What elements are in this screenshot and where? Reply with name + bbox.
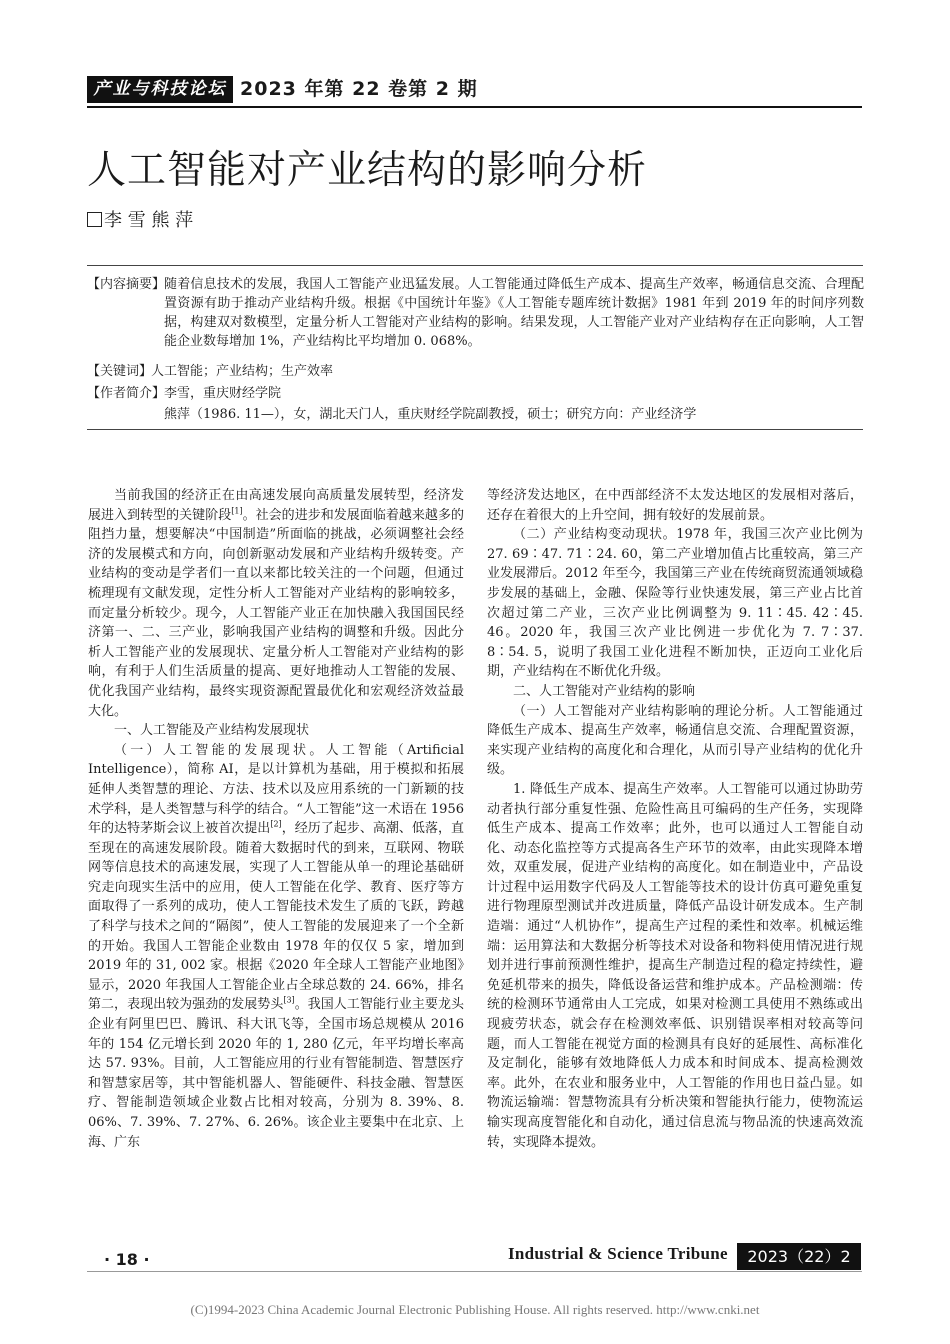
issue-label-cn: 2023 年第 22 卷第 2 期 (240, 78, 478, 100)
issue-label-en: 2023（22）2 (737, 1243, 861, 1270)
paragraph (88, 486, 464, 721)
copyright-notice: (C)1994-2023 China Academic Journal Electronic Publishing House. All rights reserved. http://www.cnki.net (190, 1302, 760, 1317)
text-run: 当前我国的经济正在由高速发展向高质量发展转型，经济发展进入到转型的关键阶段 (88, 488, 464, 523)
text-run: （一）人工智能的发展现状。人工智能（Artificial Intelligence），简称 AI，是以计算机为基础，用于模拟和拓展延伸人类智慧的理论、方法、技术以及应用系统的一门新颖的技术学科，是人类智慧与科学的结合。“人工智能”这一术语在 1956 年的达特茅斯会议上被首次提出 (88, 742, 464, 837)
section-heading: 一、人工智能及产业结构发展现状 (114, 723, 310, 739)
paragraph: （一）人工智能对产业结构影响的理论分析。人工智能通过降低生产成本、提高生产效率，畅通信息交流、合理配置资源，来实现产业结构的高度化和合理化，从而引导产业结构的优化升级。 (487, 703, 863, 778)
keywords-text: 人工智能；产业结构；生产效率 (151, 364, 334, 379)
body-left-column (88, 486, 464, 1152)
footer-rule (87, 1271, 862, 1272)
summary-text: 随着信息技术的发展，我国人工智能产业迅猛发展。人工智能通过降低生产成本、提高生产效率，畅通信息交流、合理配置资源有助于推动产业结构升级。根据《中国统计年鉴》《人工智能专题库统计数据》1981 年到 2019 年的时间序列数据，构建双对数模型，定量分析人工智能对产业结构的影响。结果发现，人工智能产业对产业结构存在正向影响，人工智能企业数每增加 1%，产业结构比平均增加 0. 068%。 (164, 277, 864, 349)
paragraph (88, 741, 464, 1152)
authors: 李 雪 熊 萍 (104, 210, 194, 231)
section-heading: 二、人工智能对产业结构的影响 (513, 683, 696, 699)
author-line (87, 208, 193, 234)
author-2: 熊萍（1986. 11—），女，湖北天门人，重庆财经学院副教授，硕士；研究方向：产业经济学 (164, 407, 697, 422)
square-icon (87, 212, 102, 227)
author-tag: 【作者简介】 (87, 386, 166, 401)
paragraph: 1. 降低生产成本、提高生产效率。人工智能可以通过协助劳动者执行部分重复性强、危险性高且可编码的生产任务，实现降低生产成本、提高工作效率；此外，也可以通过人工智能自动化、动态化监控等方式提高各生产环节的效率，由此实现降本增效，双重发展，促进产业结构的高度化。如在制造业中，产品设计过程中运用数字代码及人工智能等技术的设计仿真可避免重复进行物理原型测试并改进质量，降低产品设计研发成本。生产制造端：通过“人机协作”，提高生产过程的柔性和效率。机械运维端：运用算法和大数据分析等技术对设备和物料使用情况进行规划并进行事前预测性维护，提高生产制造过程的稳定持续性，避免延机带来的损失，降低设备运营和维护成本。产品检测端：传统的检测环节通常由人工完成，如果对检测工具使用不熟练或出现疲劳状态，就会存在检测效率低、识别错误率相对较高等问题，而人工智能在视觉方面的检测具有良好的延展性、高标准化及定制化，能够有效地降低人力成本和时间成本、提高检测效率。此外，在农业和服务业中，人工智能的作用也日益凸显。如物流运输端：智慧物流具有分析决策和智能执行能力，使物流运输实现高度智能化和自动化，通过信息流与物品流的快速高效流转，实现降本提效。 (487, 781, 863, 1150)
paragraph: 等经济发达地区，在中西部经济不太发达地区的发展相对落后，还存在着很大的上升空间，拥有较好的发展前景。 (487, 488, 863, 523)
text-run: 。社会的进步和发展面临着越来越多的阻挡力量，想要解决“中国制造”所面临的挑战，必须调整社会经济的发展模式和方向，向创新驱动发展和产业结构升级转变。产业结构的变动是学者们一直以来都比较关注的一个问题，但通过梳理现有文献发现，定性分析人工智能对产业结构的影响较多，而定量分析较少。现今，人工智能产业正在加快融入我国国民经济第一、二、三产业，影响我国产业结构的调整和升级。因此分析人工智能产业的发展现状、定量分析人工智能对产业结构的影响，有利于人们生活质量的提高、更好地推动人工智能的发展、优化我国产业结构，最终实现资源配置最优化和宏观经济效益最大化。 (88, 507, 464, 719)
header-rule (87, 106, 862, 108)
body-right-column (487, 486, 863, 1152)
text-run: 。我国人工智能行业主要龙头企业有阿里巴巴、腾讯、科大讯飞等，全国市场总规模从 2016 年的 154 亿元增长到 2020 年的 1, 280 亿元，年平均增长率高达 57. 93%。目前，人工智能应用的行业有智能制造、智慧医疗和智慧家居等，其中智能机器人、智能硬件、科技金融、智慧医疗、智能制造领域企业数占比相对较高，分别为 8. 39%、8. 06%、7. 39%、7. 27%、6. 26%。该企业主要集中在北京、上海、广东 (88, 997, 464, 1150)
journal-name-en: Industrial & Science Tribune (508, 1244, 728, 1263)
citation: [3] (283, 996, 295, 1006)
citation: [1] (231, 506, 243, 516)
citation: [2] (270, 819, 282, 829)
article-title: 人工智能对产业结构的影响分析 (87, 148, 648, 193)
summary-tag: 【内容摘要】 (87, 277, 166, 292)
keywords-tag: 【关键词】 (87, 364, 153, 379)
page-number: · 18 · (104, 1250, 150, 1269)
author-1: 李雪，重庆财经学院 (164, 386, 282, 401)
journal-name-cn: 产业与科技论坛 (87, 76, 233, 103)
paragraph: （二）产业结构变动现状。1978 年，我国三次产业比例为 27. 69∶47. 71∶24. 60，第二产业增加值占比重较高，第三产业发展滞后。2012 年至今，我国第三产业在传统商贸流通领域稳步发展的基础上，金融、保险等行业快速发展，第三产业占比首次超过第二产业，三次产业比例调整为 9. 11∶45. 42∶45. 46。2020 年，我国三次产业比例进一步优化为 7. 7∶37. 8∶54. 5，说明了我国工业化进程不断加快，正迈向工业化后期，产业结构在不断优化升级。 (487, 527, 863, 680)
text-run: ，经历了起步、高潮、低落，直至现在的高速发展阶段。随着大数据时代的到来，互联网、物联网等信息技术的高速发展，实现了人工智能从单一的理论基础研究走向现实生活中的应用，使人工智能在化学、教育、医疗等方面取得了一系列的成功，使人工智能技术发生了质的飞跃，跨越了科学与技术之间的“隔阂”，使人工智能的发展迎来了一个全新的开始。我国人工智能企业数由 1978 年的仅仅 5 家，增加到 2019 年的 31, 002 家。根据《2020 年全球人工智能产业地图》显示，2020 年我国人工智能企业占全球总数的 24. 66%，排名第二，表现出较为强劲的发展势头 (88, 821, 464, 1013)
